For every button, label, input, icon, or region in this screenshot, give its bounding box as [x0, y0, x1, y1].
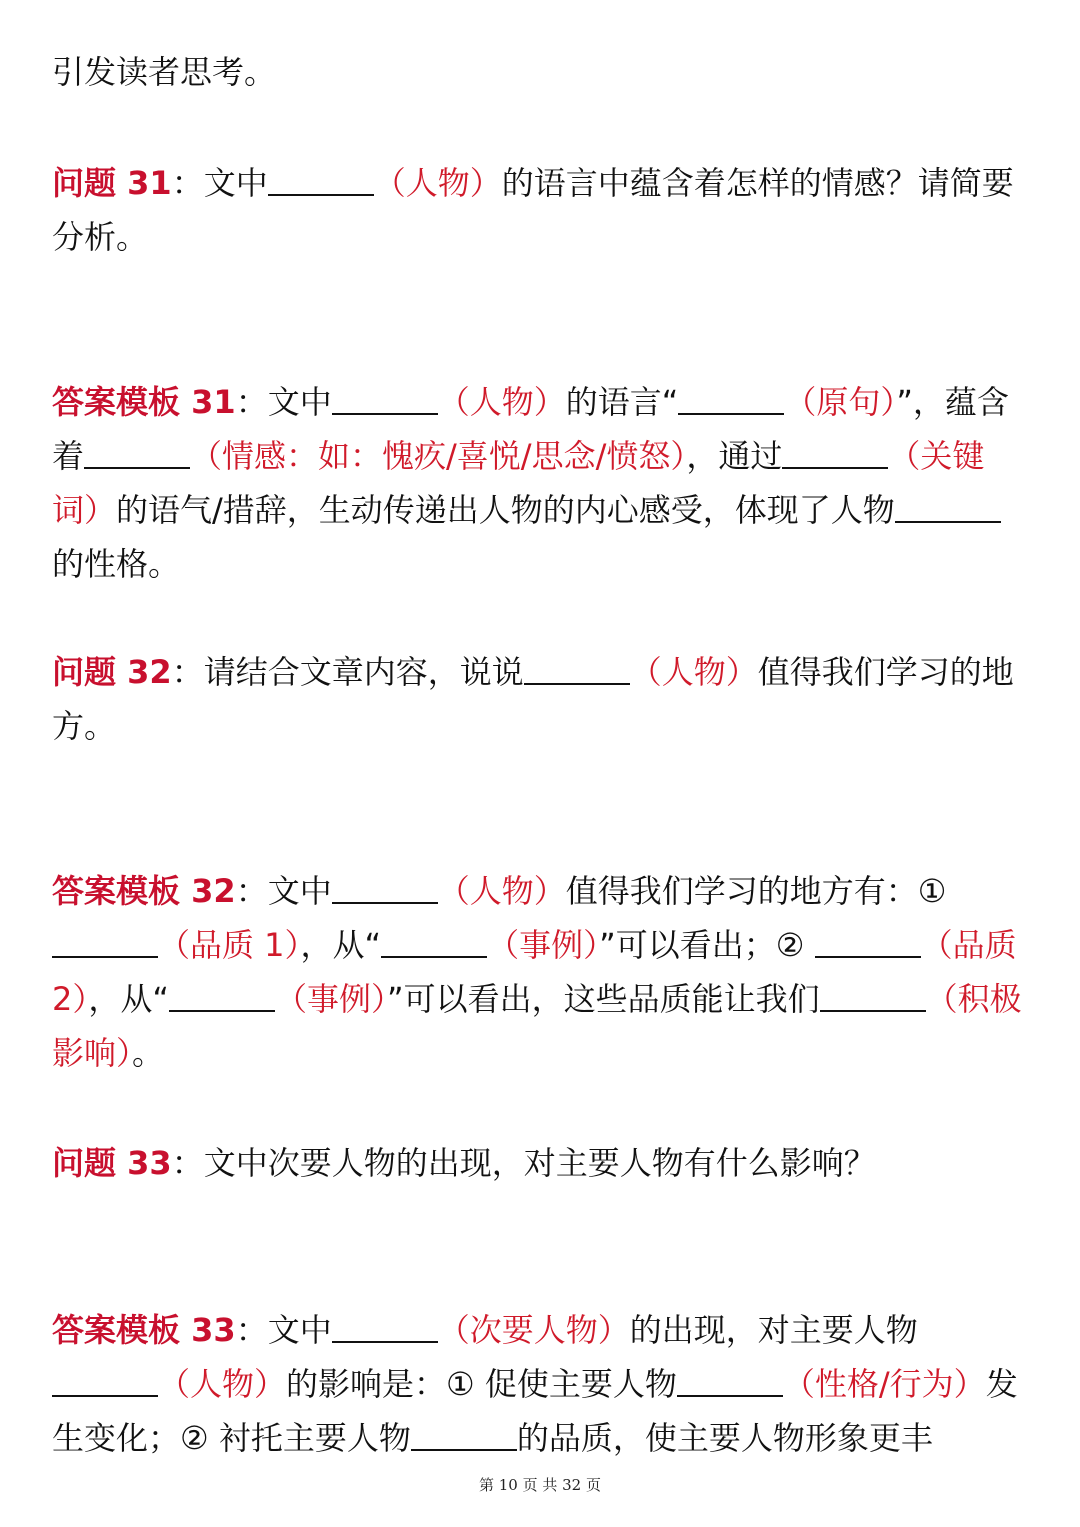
question-33	[52, 1136, 1032, 1190]
placeholder-hint: （情感：如：愧疚/喜悦/思念/愤怒）	[190, 437, 687, 475]
question-31	[52, 156, 1032, 264]
body-text: 值得我们学习的地方有：①	[565, 872, 957, 910]
item-label: 问题 32	[52, 653, 172, 691]
question-32	[52, 645, 1032, 753]
body-text: 引发读者思考。	[52, 53, 277, 91]
placeholder-hint: （次要人物）	[437, 1311, 630, 1349]
fill-in-blank	[411, 1415, 517, 1451]
answer-template-32	[52, 864, 1032, 1080]
fill-in-blank	[84, 433, 190, 469]
body-text: ”可以看出，这些品质能让我们	[386, 980, 820, 1018]
fill-in-blank	[524, 649, 630, 685]
placeholder-hint: （事例）	[274, 980, 387, 1018]
item-label: 答案模板 32	[52, 872, 236, 910]
placeholder-hint: （人物）	[437, 872, 566, 910]
body-text: 值得我们学习的地方。	[52, 653, 1014, 745]
item-label: 问题 31	[52, 164, 172, 202]
body-text: 的出现，对主要人物	[629, 1311, 928, 1349]
fill-in-blank	[268, 160, 374, 196]
body-text: ，从“	[88, 980, 169, 1018]
placeholder-hint: （性格/行为）	[782, 1365, 986, 1403]
body-text: 的语言“	[565, 383, 679, 421]
answer-template-31	[52, 375, 1032, 591]
body-text: ，通过	[686, 437, 783, 475]
placeholder-hint: （人物）	[158, 1365, 287, 1403]
placeholder-hint: （原句）	[784, 383, 897, 421]
fill-in-blank	[678, 379, 784, 415]
fill-in-blank	[820, 976, 926, 1012]
body-text: ，从“	[300, 926, 382, 964]
placeholder-hint: （品质 2）	[52, 926, 1027, 1018]
placeholder-hint: （积极影响）	[52, 980, 1022, 1072]
body-text: ：文中	[171, 164, 268, 202]
body-text: 的语言中蕴含着怎样的情感？请简要分析。	[52, 164, 1014, 256]
body-text: 。	[132, 1034, 165, 1072]
fill-in-blank	[332, 868, 438, 904]
body-text: ：文中次要人物的出现，对主要人物有什么影响？	[171, 1144, 876, 1182]
paragraph-intro-tail	[52, 45, 1032, 99]
item-label: 答案模板 33	[52, 1311, 236, 1349]
body-text: 的品质，使主要人物形象更丰	[516, 1419, 933, 1457]
body-text: 的性格。	[52, 545, 181, 583]
fill-in-blank	[782, 433, 888, 469]
fill-in-blank	[677, 1361, 783, 1397]
body-text: 的语气/措辞，生动传递出人物的内心感受，体现了人物	[116, 491, 895, 529]
fill-in-blank	[169, 976, 275, 1012]
answer-template-33	[52, 1303, 1032, 1465]
item-label: 答案模板 31	[52, 383, 236, 421]
body-text: ：请结合文章内容，说说	[171, 653, 524, 691]
body-text: ”，蕴含着	[52, 383, 1009, 475]
body-text: ：文中	[235, 872, 332, 910]
body-text: ”可以看出；②	[599, 926, 815, 964]
fill-in-blank	[332, 1307, 438, 1343]
fill-in-blank	[381, 922, 487, 958]
placeholder-hint: （人物）	[373, 164, 502, 202]
page-footer: 第 10 页 共 32 页	[478, 1476, 601, 1494]
fill-in-blank	[52, 1361, 158, 1397]
fill-in-blank	[895, 487, 1001, 523]
item-label: 问题 33	[52, 1144, 172, 1182]
fill-in-blank	[815, 922, 921, 958]
body-text: 的影响是：① 促使主要人物	[286, 1365, 677, 1403]
placeholder-hint: （事例）	[487, 926, 600, 964]
body-text: 发生变化；② 衬托主要人物	[52, 1365, 1018, 1457]
placeholder-hint: （关键词）	[52, 437, 985, 529]
body-text: ：文中	[235, 1311, 332, 1349]
placeholder-hint: （品质 1）	[158, 926, 301, 964]
fill-in-blank	[332, 379, 438, 415]
fill-in-blank	[52, 922, 158, 958]
placeholder-hint: （人物）	[629, 653, 758, 691]
placeholder-hint: （人物）	[437, 383, 566, 421]
body-text: ：文中	[235, 383, 332, 421]
